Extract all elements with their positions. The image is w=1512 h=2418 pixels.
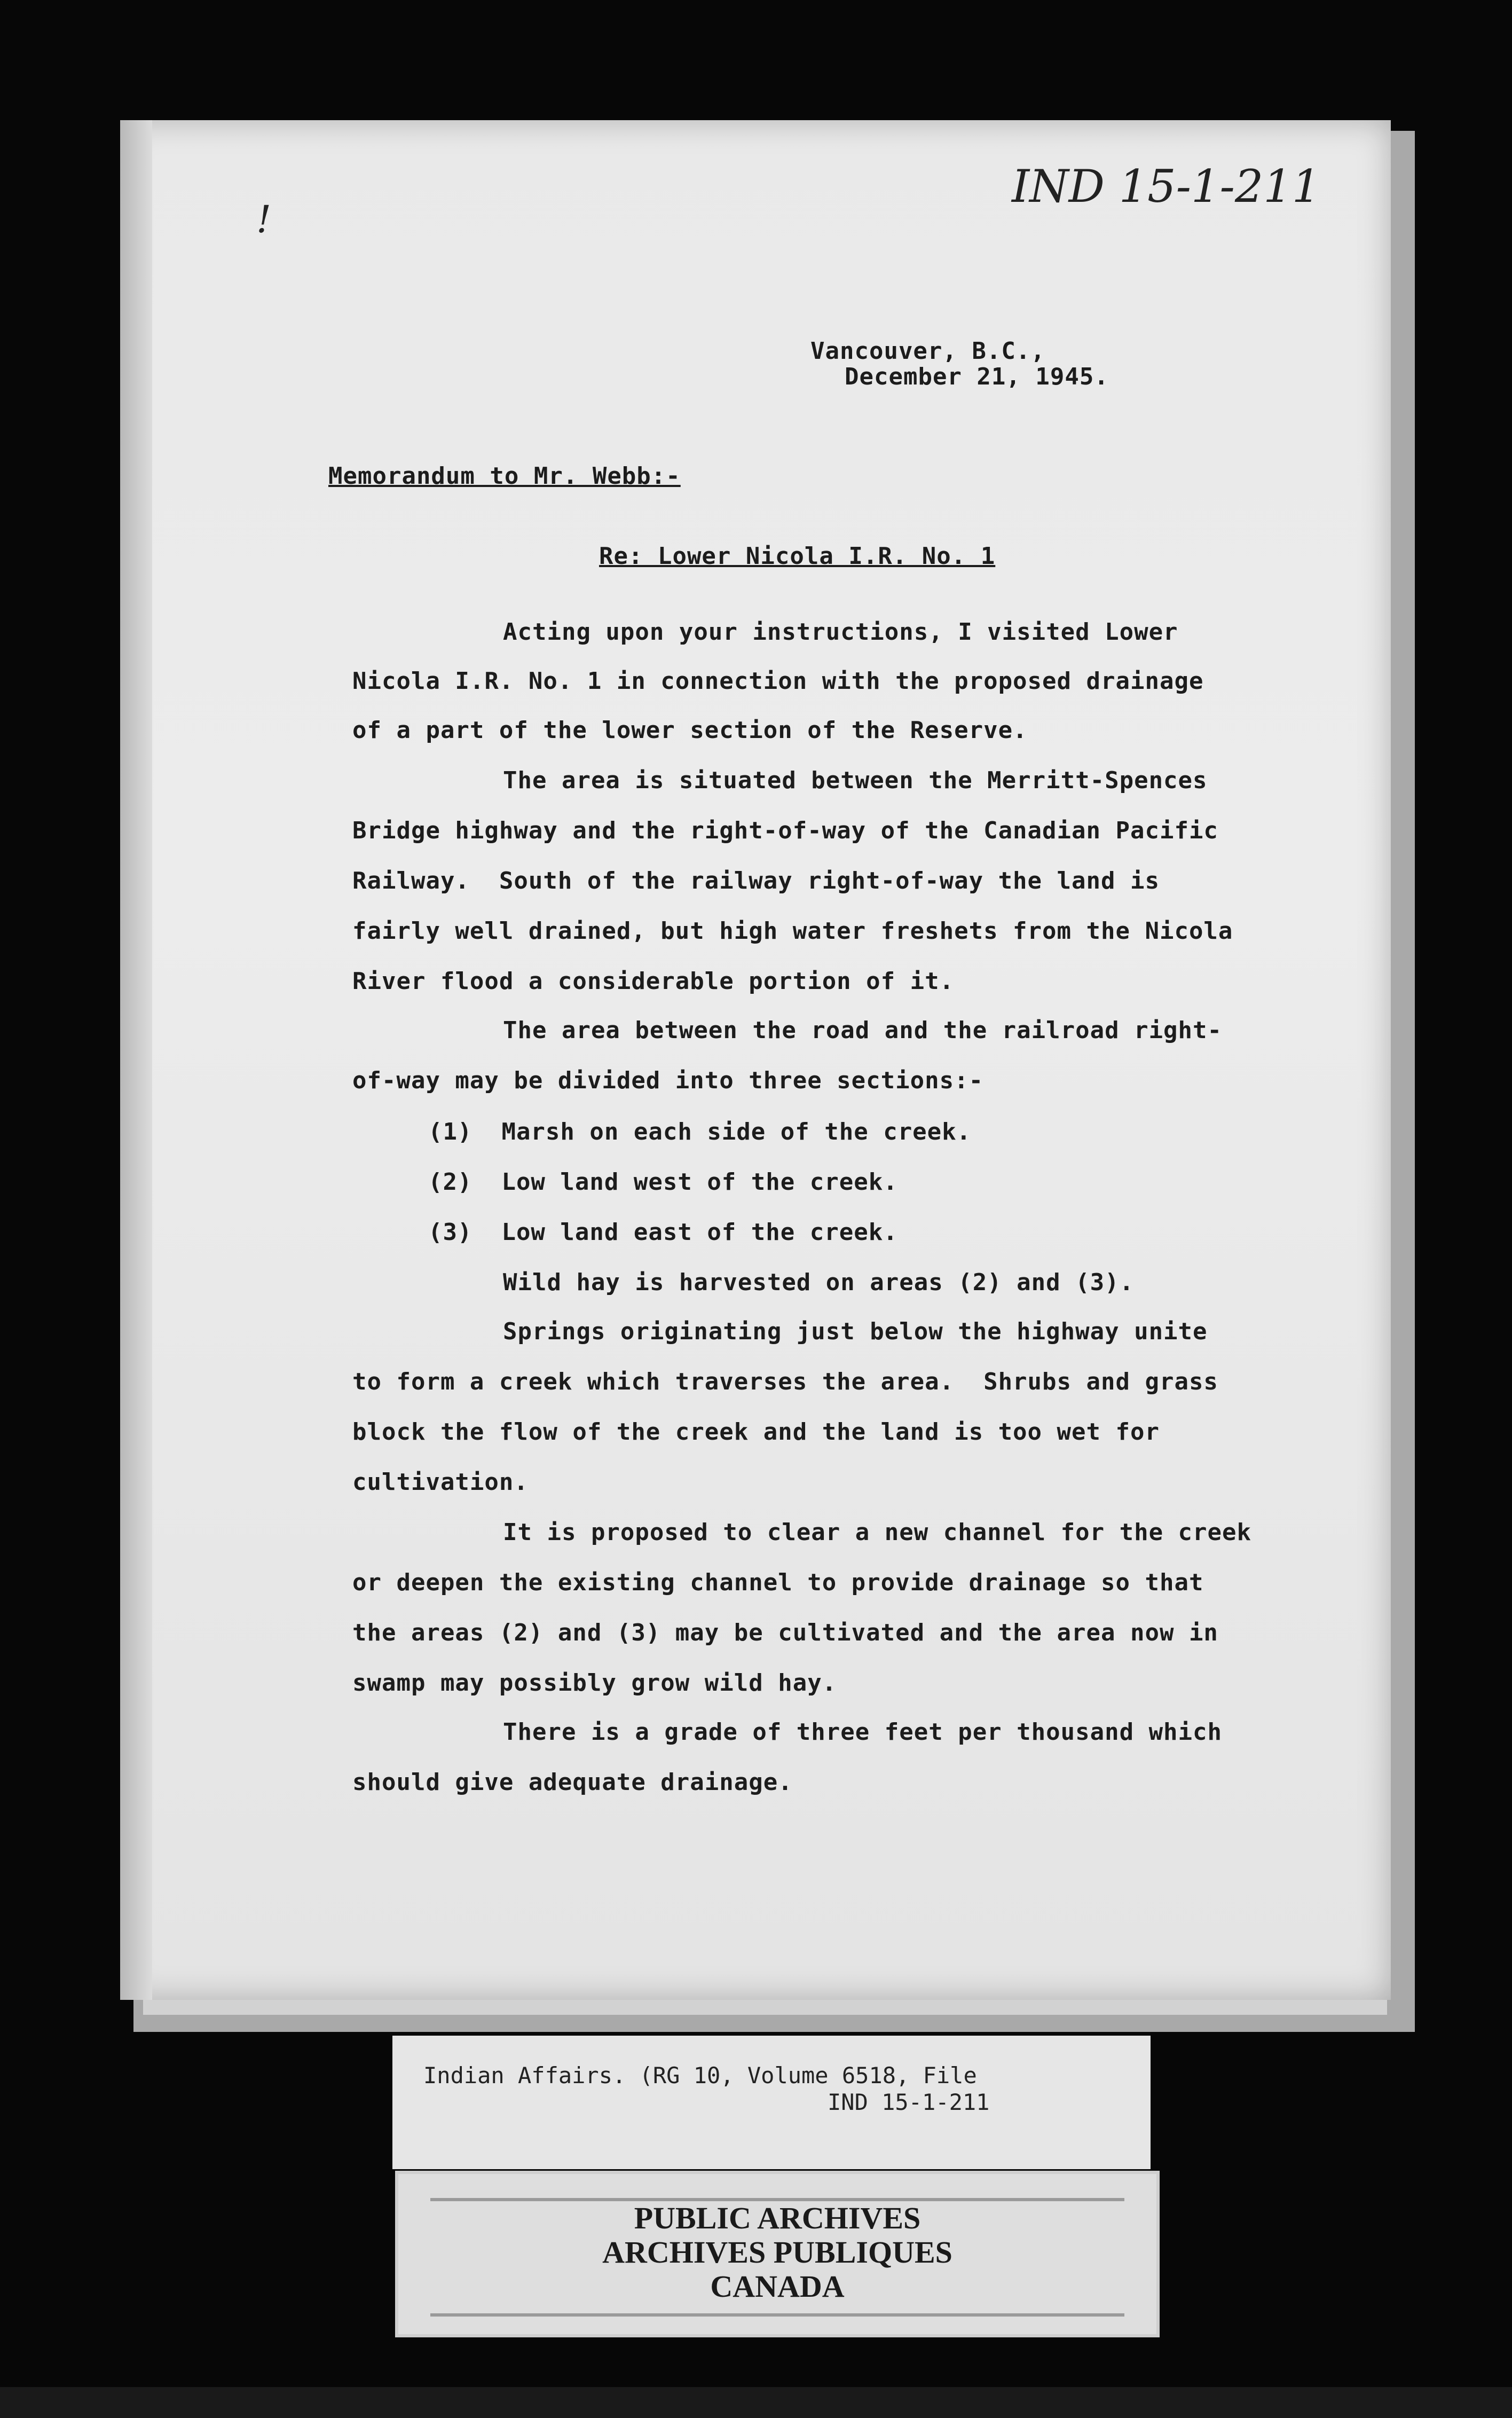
body-line: fairly well drained, but high water freshets from the Nicola	[352, 917, 1233, 945]
body-line: The area between the road and the railroad right-	[503, 1017, 1223, 1044]
margin-mark: !	[256, 198, 272, 241]
body-line: River flood a considerable portion of it.	[352, 968, 955, 995]
body-line: Bridge highway and the right-of-way of the Canadian Pacific	[352, 817, 1218, 844]
body-line: Nicola I.R. No. 1 in connection with the proposed drainage	[352, 668, 1204, 695]
body-line: It is proposed to clear a new channel for the creek	[503, 1519, 1252, 1546]
film-edge	[0, 2387, 1512, 2418]
body-line: Acting upon your instructions, I visited Lower	[503, 618, 1178, 646]
body-line: or deepen the existing channel to provide drainage so that	[352, 1569, 1204, 1596]
body-line: block the flow of the creek and the land is too wet for	[352, 1418, 1160, 1446]
body-line: The area is situated between the Merritt-Spences	[503, 767, 1208, 794]
body-line: Springs originating just below the highway unite	[503, 1318, 1208, 1345]
subject: Re: Lower Nicola I.R. No. 1	[599, 543, 996, 570]
archive-label	[392, 2036, 1151, 2169]
body-line: the areas (2) and (3) may be cultivated and the area now in	[352, 1619, 1218, 1646]
list-item: (3) Low land east of the creek.	[428, 1219, 898, 1246]
body-line: to form a creek which traverses the area. Shrubs and grass	[352, 1368, 1218, 1395]
body-line: swamp may possibly grow wild hay.	[352, 1669, 837, 1697]
stamp-line: ARCHIVES PUBLIQUES	[602, 2235, 952, 2270]
dateline-place: Vancouver, B.C.,	[810, 337, 1045, 365]
addressee: Memorandum to Mr. Webb:-	[328, 462, 681, 490]
stamp-border	[430, 2198, 1124, 2317]
body-line: should give adequate drainage.	[352, 1769, 793, 1796]
file-reference: IND 15-1-211	[1012, 160, 1321, 213]
stamp-line: PUBLIC ARCHIVES	[634, 2201, 921, 2235]
body-line: There is a grade of three feet per thousand which	[503, 1718, 1223, 1746]
list-item: (2) Low land west of the creek.	[428, 1168, 898, 1196]
archive-stamp	[395, 2171, 1160, 2337]
page-edge	[120, 120, 152, 2000]
body-line: Wild hay is harvested on areas (2) and (3).	[503, 1269, 1135, 1296]
memo-page	[120, 120, 1391, 2000]
archive-label-line: IND 15-1-211	[828, 2089, 990, 2115]
body-line: Railway. South of the railway right-of-way the land is	[352, 867, 1160, 894]
dateline-date: December 21, 1945.	[845, 363, 1109, 390]
stamp-line: CANADA	[710, 2269, 845, 2304]
body-line: of-way may be divided into three sections:-	[352, 1067, 984, 1094]
body-line: of a part of the lower section of the Reserve.	[352, 717, 1028, 744]
archive-label-line: Indian Affairs. (RG 10, Volume 6518, File	[423, 2062, 977, 2089]
list-item: (1) Marsh on each side of the creek.	[428, 1118, 972, 1145]
body-line: cultivation.	[352, 1469, 529, 1496]
